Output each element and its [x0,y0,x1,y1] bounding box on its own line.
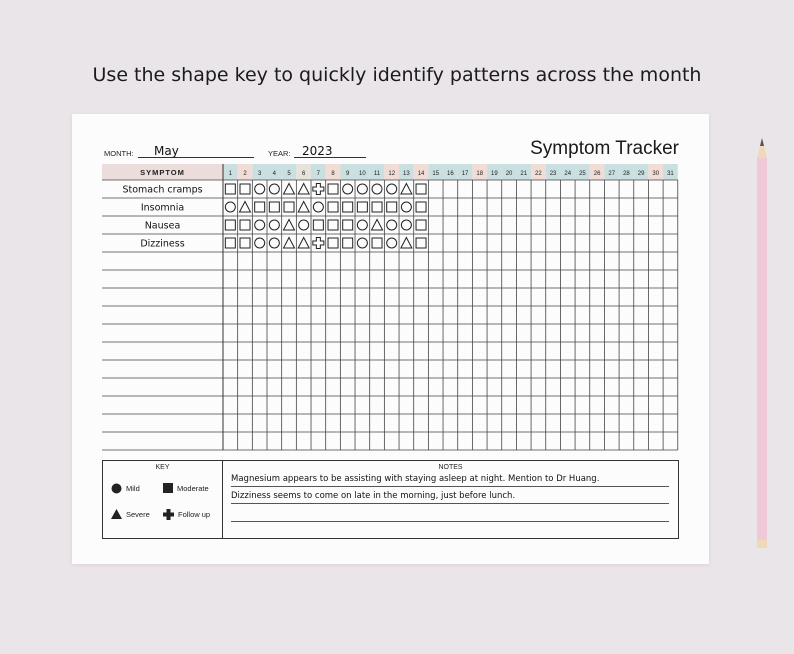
day-header-label: 14 [417,171,425,177]
day-header-label: 18 [476,171,484,177]
severe-mark[interactable] [372,220,383,231]
moderate-mark[interactable] [387,202,397,212]
symptom-name[interactable]: Dizziness [140,238,185,250]
day-header-label: 31 [667,171,674,177]
day-header-label: 11 [373,171,381,177]
severe-mark[interactable] [401,238,412,249]
day-header-label: 13 [403,171,410,177]
day-header-label: 10 [359,171,366,177]
day-header-label: 15 [432,171,440,177]
moderate-mark[interactable] [284,202,294,212]
day-header-label: 17 [461,171,469,177]
note-line-2[interactable]: Dizziness seems to come on late in the morning, just before lunch. [231,489,669,504]
note-line-1[interactable]: Magnesium appears to be assisting with staying asleep at night. Mention to Dr Huang. [231,472,669,487]
moderate-mark[interactable] [328,220,338,230]
moderate-mark[interactable] [240,220,250,230]
mild-mark[interactable] [401,220,411,230]
moderate-mark[interactable] [416,220,426,230]
day-header-label: 12 [388,171,396,177]
mild-mark[interactable] [225,202,235,212]
severe-mark[interactable] [240,202,251,213]
moderate-mark[interactable] [240,184,250,194]
mild-mark[interactable] [357,238,367,248]
severe-mark[interactable] [298,202,309,213]
moderate-mark[interactable] [372,238,382,248]
moderate-mark[interactable] [343,202,353,212]
day-header-label: 24 [564,171,572,177]
day-header-label: 9 [346,171,350,177]
moderate-mark[interactable] [313,220,323,230]
moderate-mark[interactable] [225,184,235,194]
severe-mark[interactable] [401,184,412,195]
mild-mark[interactable] [269,238,279,248]
day-header-label: 21 [520,171,528,177]
moderate-mark[interactable] [225,238,235,248]
day-header-label: 1 [228,171,233,177]
key-moderate-label: Moderate [177,483,209,493]
moderate-mark[interactable] [328,238,338,248]
mild-mark[interactable] [269,220,279,230]
day-header-label: 5 [287,171,291,177]
moderate-mark[interactable] [328,184,338,194]
key-severe [111,509,150,519]
month-value[interactable]: May [154,144,179,158]
mild-mark[interactable] [372,184,382,194]
mild-mark[interactable] [313,202,323,212]
filled-square-icon [163,483,173,493]
key-mild-label: Mild [126,484,140,493]
page-headline: Use the shape key to quickly identify patterns across the month [92,64,702,86]
severe-mark[interactable] [298,184,309,195]
key-mild [111,483,140,494]
symptom-name[interactable]: Stomach cramps [122,184,203,196]
key-box [102,460,223,539]
mild-mark[interactable] [255,220,265,230]
follow-up-mark[interactable] [313,238,324,249]
moderate-mark[interactable] [416,238,426,248]
notes-box [222,460,679,539]
moderate-mark[interactable] [372,202,382,212]
day-header-label: 2 [243,171,247,177]
symptom-name[interactable]: Insomnia [140,202,185,214]
symptom-header-label: SYMPTOM [140,168,185,177]
mild-mark[interactable] [401,202,411,212]
pencil-body [757,158,767,548]
key-follow-up-label: Follow up [178,510,211,519]
key-title: KEY [155,464,170,471]
day-header-label: 6 [302,171,306,177]
note-line-3[interactable] [231,507,669,522]
moderate-mark[interactable] [357,202,367,212]
mild-mark[interactable] [299,220,309,230]
severe-mark[interactable] [284,184,295,195]
day-header-label: 16 [447,171,454,177]
notes-title: NOTES [438,464,463,471]
day-header-label: 3 [258,171,262,177]
moderate-mark[interactable] [328,202,338,212]
moderate-mark[interactable] [416,202,426,212]
tracker-grid [72,114,709,460]
day-header-label: 20 [505,171,513,177]
filled-circle-icon [111,483,122,494]
moderate-mark[interactable] [269,202,279,212]
sheet-title: Symptom Tracker [530,138,679,159]
key-follow-up [163,509,210,520]
pencil-illustration [738,138,780,552]
moderate-mark[interactable] [255,202,265,212]
day-header-label: 7 [316,171,321,177]
mild-mark[interactable] [387,238,397,248]
day-header-label: 27 [608,171,616,177]
follow-up-mark[interactable] [313,184,324,195]
symptom-name[interactable]: Nausea [144,220,181,232]
filled-triangle-icon [111,509,122,519]
filled-cross-icon [163,509,174,520]
moderate-mark[interactable] [343,220,353,230]
symptom-tracker-sheet [72,114,709,564]
day-header-label: 25 [579,171,586,177]
mild-mark[interactable] [255,238,265,248]
moderate-mark[interactable] [225,220,235,230]
day-header-label: 23 [549,171,557,177]
moderate-mark[interactable] [343,238,353,248]
mild-mark[interactable] [387,184,397,194]
pencil-end [757,540,767,548]
day-header-label: 4 [272,171,277,177]
severe-mark[interactable] [298,238,309,249]
day-header-label: 19 [491,171,498,177]
day-header-label: 28 [623,171,630,177]
day-header-label: 29 [637,171,645,177]
mild-mark[interactable] [343,184,353,194]
severe-mark[interactable] [284,220,295,231]
moderate-mark[interactable] [240,238,250,248]
mild-mark[interactable] [387,220,397,230]
day-header-label: 26 [593,171,601,177]
mild-mark[interactable] [357,220,367,230]
year-value[interactable]: 2023 [302,144,333,158]
year-label: YEAR: [268,149,291,158]
moderate-mark[interactable] [416,184,426,194]
mild-mark[interactable] [255,184,265,194]
mild-mark[interactable] [357,184,367,194]
key-moderate [163,483,209,493]
pencil-lead [760,138,764,146]
month-label: MONTH: [104,149,134,158]
day-header-label: 22 [535,171,542,177]
mild-mark[interactable] [269,184,279,194]
key-severe-label: Severe [126,509,150,519]
day-header-label: 8 [331,171,335,177]
severe-mark[interactable] [284,238,295,249]
day-header-label: 30 [652,171,660,177]
